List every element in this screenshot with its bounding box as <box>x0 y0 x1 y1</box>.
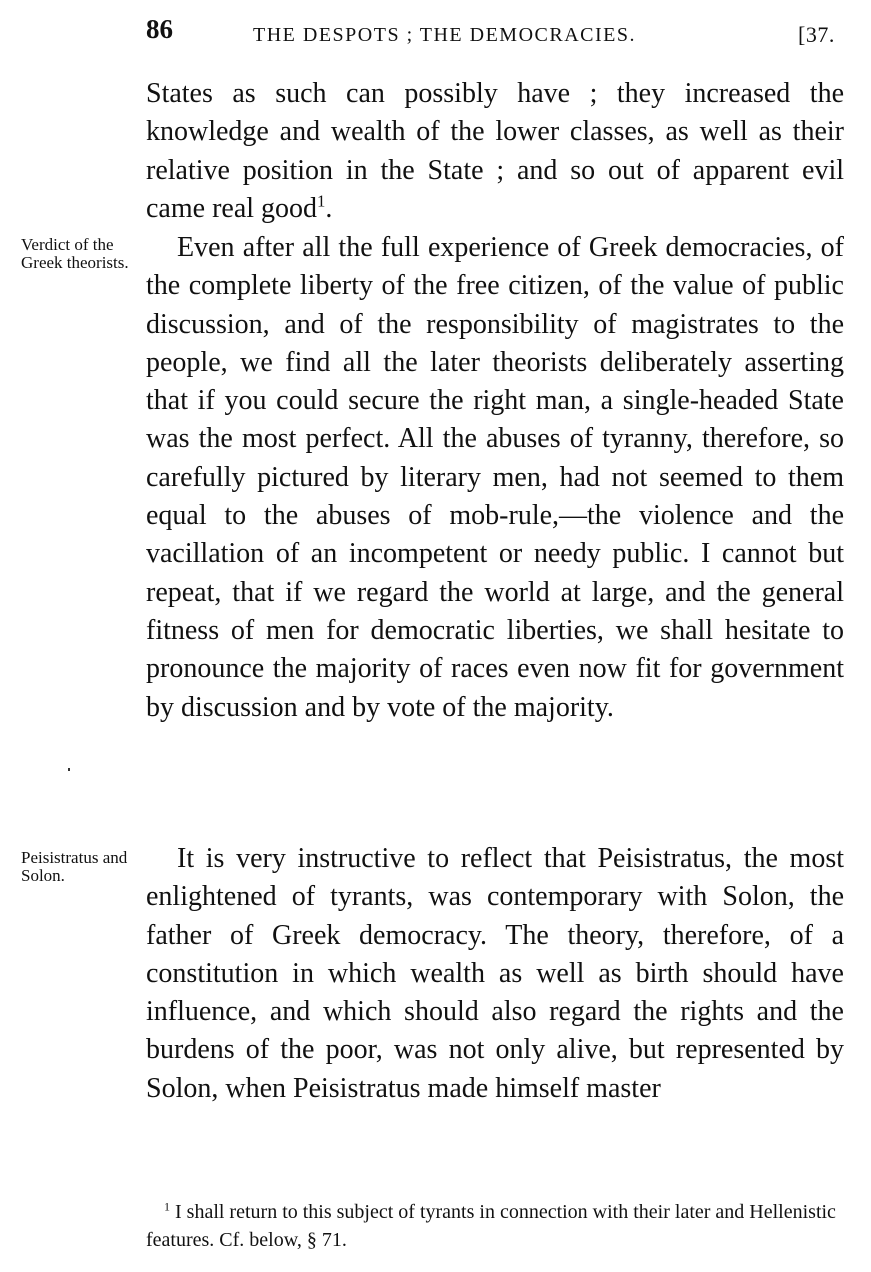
section-reference: [37. <box>798 22 835 47</box>
paragraph-peisistratus: It is very instructive to reflect that Peisistratus, the most enlightened of tyrants, was contemporary with Solon, the father of Greek democracy. The theory, therefore, of a constitution in which wealth as well as birth should have influence, and which should also regard the rights and the burdens of the poor, was not only alive, but represented by Solon, when Peisistratus made himself master <box>146 843 844 1104</box>
paragraph-verdict: Even after all the full experience of Greek democracies, of the complete liberty of the free citizen, of the value of public discussion, and of the responsibility of magistrates to the people, we find all the later theorists deliberately asserting that if you could secure the right man, a single-headed State was the most perfect. All the abuses of tyranny, therefore, so carefully pictured by literary men, had not seemed to them equal to the abuses of mob-rule,—the violence and the vacillation of an incompetent or needy public. I cannot but repeat, that if we regard the world at large, and the general fitness of men for democratic liberties, we shall hesitate to pronounce the majority of races even now fit for government by discussion and by vote of the majority. <box>146 232 844 723</box>
continuation-text: States as such can possibly have ; they increased the knowledge and wealth of the lower classes, as well as their relative position in the State ; and so out of apparent evil came real good <box>146 78 844 224</box>
page-number: 86 <box>146 14 173 44</box>
margin-note-verdict: Verdict of the Greek theorists. <box>21 235 129 272</box>
continuation-paragraph <box>146 75 844 228</box>
footnote <box>146 1198 846 1254</box>
continuation-end: . <box>325 192 333 224</box>
footnote-reference: 1 <box>317 191 326 211</box>
page-header <box>146 14 858 50</box>
footnote-marker: 1 <box>164 1199 170 1214</box>
print-speck <box>68 768 70 771</box>
footnote-text: I shall return to this subject of tyrants in connection with their later and Hellenistic features. Cf. below, § 71. <box>146 1201 836 1251</box>
running-title: THE DESPOTS ; THE DEMOCRACIES. <box>253 24 636 46</box>
margin-note-peisistratus: Peisistratus and Solon. <box>21 848 128 885</box>
